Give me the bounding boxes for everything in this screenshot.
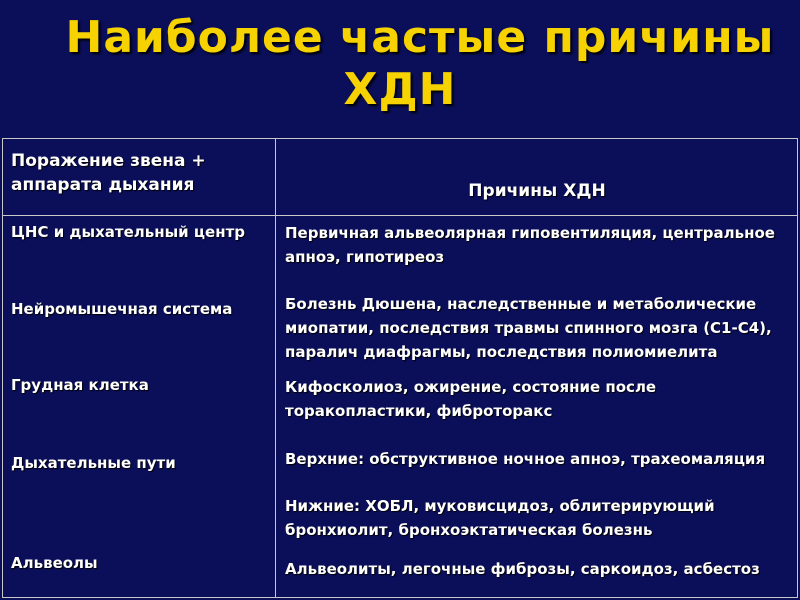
slide-title-line-1: Наиболее частые причины xyxy=(65,12,775,63)
header-divider xyxy=(3,215,797,216)
row-causes-cns: Первичная альвеолярная гиповентиляция, центральное апноэ, гипотиреоз xyxy=(285,224,775,266)
header-cell-causes: Причины ХДН xyxy=(468,181,606,201)
row-label-airways: Дыхательные пути xyxy=(11,454,176,472)
slide-title-line-2: ХДН xyxy=(343,64,457,115)
row-causes-airways-upper: Верхние: обструктивное ночное апноэ, трахеомаляция xyxy=(285,450,766,468)
row-label-cns: ЦНС и дыхательный центр xyxy=(11,223,245,241)
row-label-neuromuscular: Нейромышечная система xyxy=(11,300,233,318)
row-causes-airways-lower: Нижние: ХОБЛ, муковисцидоз, облитерирующий бронхиолит, бронхоэктатическая болезнь xyxy=(285,497,715,539)
row-causes-alveoli: Альвеолиты, легочные фиброзы, саркоидоз, асбестоз xyxy=(285,560,760,578)
row-label-chest: Грудная клетка xyxy=(11,376,149,394)
row-causes-neuromuscular: Болезнь Дюшена, наследственные и метаболические миопатии, последствия травмы спинного мозга (С1-С4), паралич диафрагмы, последствия полиомиелита xyxy=(285,295,772,361)
row-label-alveoli: Альвеолы xyxy=(11,554,98,572)
causes-table xyxy=(2,138,798,598)
slide-title xyxy=(0,12,800,116)
column-divider xyxy=(275,139,276,597)
row-causes-chest: Кифосколиоз, ожирение, состояние после торакопластики, фиброторакс xyxy=(285,378,657,420)
header-cell-lesion: Поражение звена + аппарата дыхания xyxy=(11,151,206,195)
